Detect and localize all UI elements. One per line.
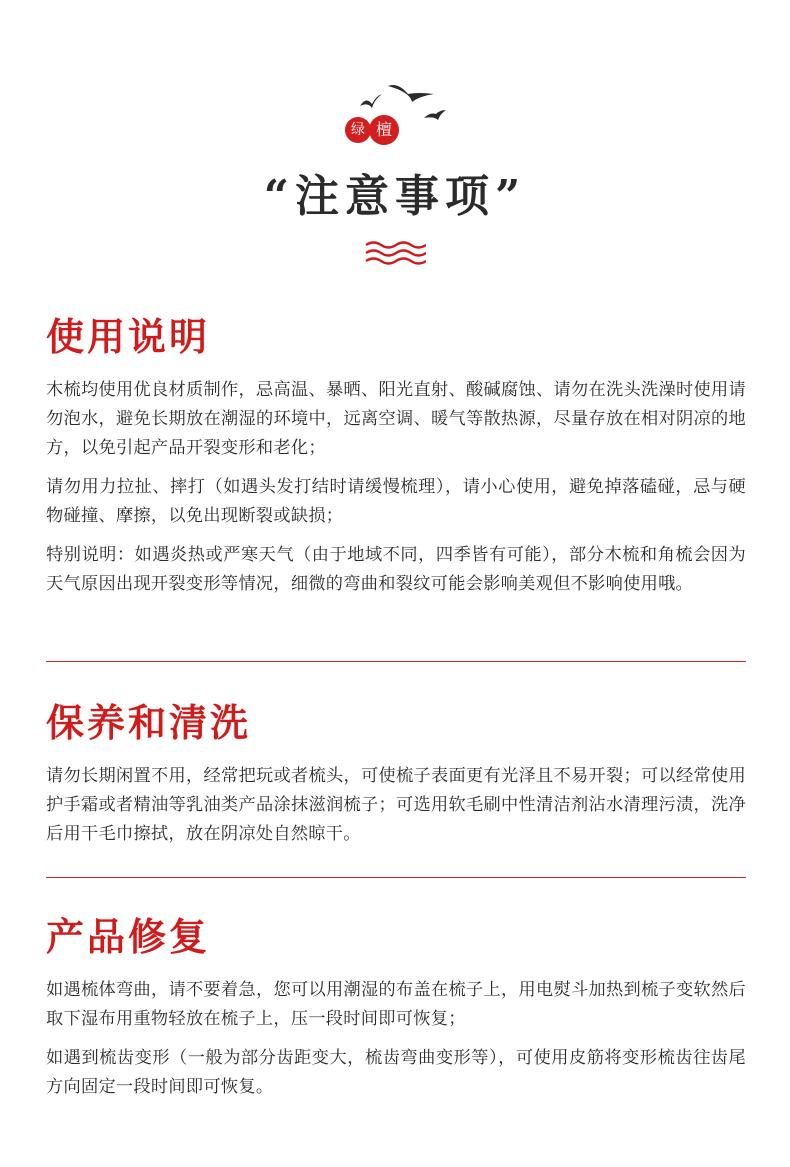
section-title-repair: 产品修复 xyxy=(46,914,211,959)
section-repair xyxy=(46,914,746,1112)
section-care xyxy=(46,700,746,859)
usage-paragraph-2: 请勿用力拉扯、摔打（如遇头发打结时请缓慢梳理），请小心使用，避免掉落磕碰，忌与硬物碰撞、摩擦，以免出现断裂或缺损； xyxy=(46,477,746,526)
repair-paragraph-2: 如遇到梳齿变形（一般为部分齿距变大，梳齿弯曲变形等），可使用皮筋将变形梳齿往齿尾方向固定一段时间即可恢复。 xyxy=(46,1048,746,1097)
section-title-usage: 使用说明 xyxy=(46,314,211,359)
usage-paragraph-3: 特别说明：如遇炎热或严寒天气（由于地域不同，四季皆有可能），部分木梳和角梳会因为天气原因出现开裂变形等情况，细微的弯曲和裂纹可能会影响美观但不影响使用哦。 xyxy=(46,545,746,594)
brand-seal-left: 绿 xyxy=(345,117,371,143)
care-paragraph-1: 请勿长期闲置不用，经常把玩或者梳头，可使梳子表面更有光泽且不易开裂；可以经常使用护手霜或者精油等乳油类产品涂抹滋润梳子；可选用软毛刷中性清洁剂沾水清理污渍，洗净后用干毛巾擦拭，放在阴凉处自然晾干。 xyxy=(46,766,746,844)
page-title: “注意事项” xyxy=(263,171,527,222)
brand-seal-right: 檀 xyxy=(369,115,399,145)
usage-paragraph-1: 木梳均使用优良材质制作，忌高温、暴晒、阳光直射、酸碱腐蚀、请勿在洗头洗澡时使用请勿泡水，避免长期放在潮湿的环境中，远离空调、暖气等散热源，尽量存放在相对阴凉的地方，以免引起产品开裂变形和老化； xyxy=(46,380,746,458)
header xyxy=(0,0,790,280)
section-title-care: 保养和清洗 xyxy=(46,700,252,745)
section-divider xyxy=(46,661,746,662)
wave-divider-icon xyxy=(364,240,426,266)
repair-paragraph-1: 如遇梳体弯曲，请不要着急，您可以用潮湿的布盖在梳子上，用电熨斗加热到梳子变软然后取下湿布用重物轻放在梳子上，压一段时间即可恢复； xyxy=(46,980,746,1029)
section-divider xyxy=(46,877,746,878)
section-usage xyxy=(46,314,746,609)
